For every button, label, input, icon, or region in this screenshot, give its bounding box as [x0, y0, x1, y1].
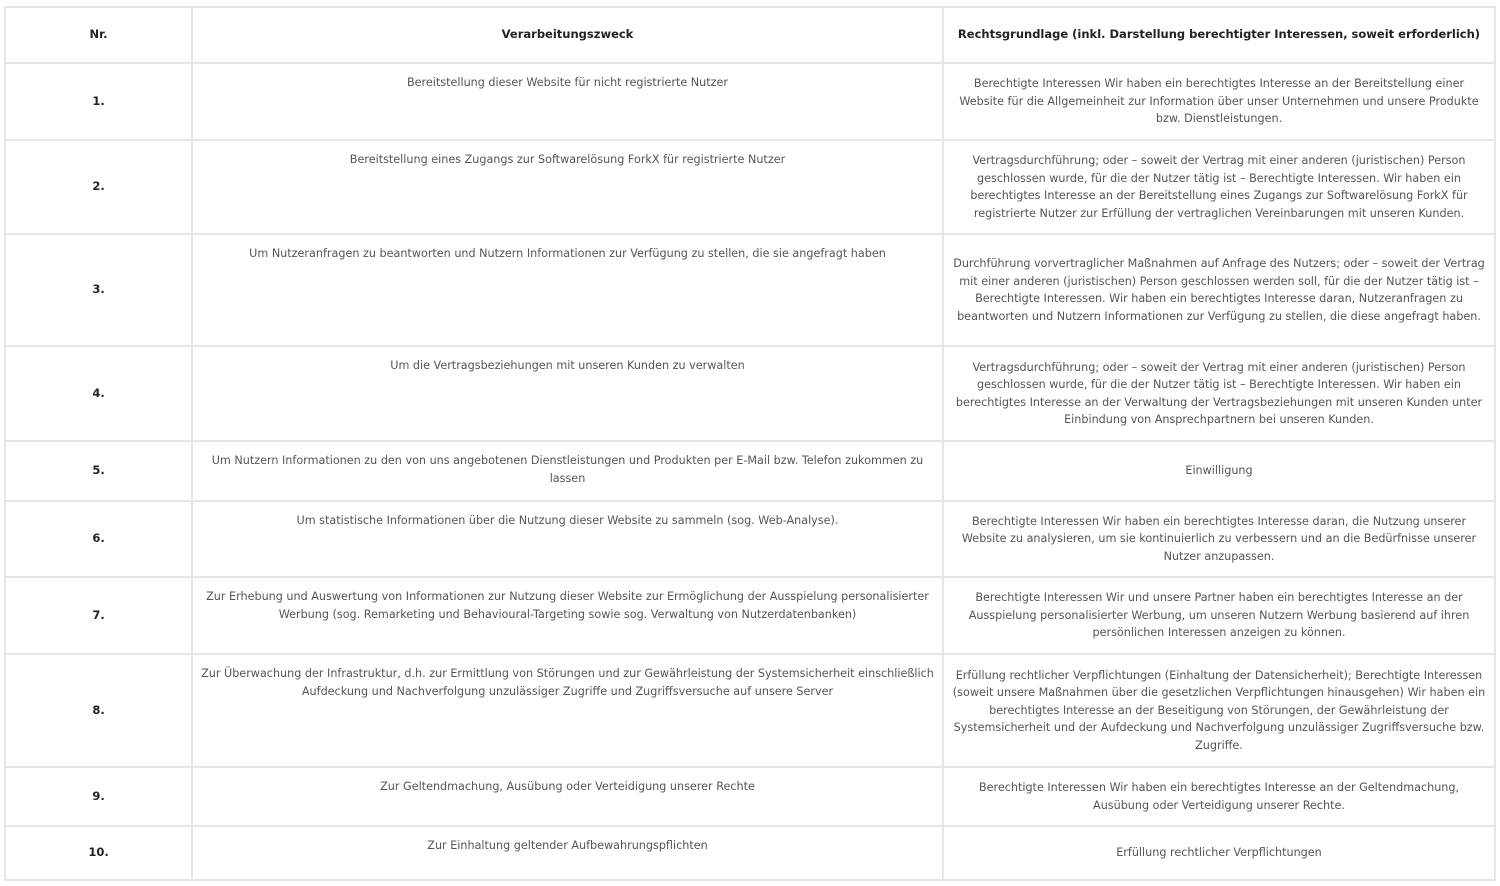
row-zweck: Um Nutzeranfragen zu beantworten und Nutzern Informationen zur Verfügung zu stellen, die sie angefragt haben: [192, 234, 943, 346]
row-nr: 7.: [5, 577, 192, 654]
row-zweck: Zur Einhaltung geltender Aufbewahrungspflichten: [192, 826, 943, 880]
row-nr: 6.: [5, 501, 192, 577]
row-rechtsgrundlage: Berechtigte Interessen Wir haben ein berechtigtes Interesse daran, die Nutzung unserer Website zu analysieren, um sie kontinuierlich zu verbessern und an die Bedürfnisse unserer Nutzer anzupassen.: [943, 501, 1495, 577]
row-rechtsgrundlage: Vertragsdurchführung; oder – soweit der Vertrag mit einer anderen (juristischen) Person geschlossen wurde, für die der Nutzer tätig ist – Berechtigte Interessen. Wir haben ein berechtigtes Interesse an der Bereitstellung eines Zugangs zur Softwarelösung ForkX für registrierte Nutzer zur Erfüllung der vertraglichen Vereinbarungen mit unseren Kunden.: [943, 140, 1495, 234]
table-row: [5, 501, 1495, 577]
row-nr: 4.: [5, 346, 192, 441]
row-nr: 1.: [5, 63, 192, 140]
row-rechtsgrundlage: Berechtigte Interessen Wir und unsere Partner haben ein berechtigtes Interesse an der Ausspielung personalisierter Werbung, um unseren Nutzern Werbung basierend auf ihren persönlichen Interessen anzeigen zu können.: [943, 577, 1495, 654]
header-rechtsgrundlage: Rechtsgrundlage (inkl. Darstellung berechtigter Interessen, soweit erforderlich): [943, 7, 1495, 63]
table-row: [5, 441, 1495, 501]
table-header-row: [5, 7, 1495, 63]
row-rechtsgrundlage: Durchführung vorvertraglicher Maßnahmen auf Anfrage des Nutzers; oder – soweit der Vertrag mit einer anderen (juristischen) Person geschlossen werden soll, für die der Nutzer tätig ist – Berechtigte Interessen. Wir haben ein berechtigtes Interesse daran, Nutzeranfragen zu beantworten und Nutzern Informationen zur Verfügung zu stellen, die diese angefragt haben.: [943, 234, 1495, 346]
row-rechtsgrundlage: Erfüllung rechtlicher Verpflichtungen (Einhaltung der Datensicherheit); Berechtigte Interessen (soweit unsere Maßnahmen über die gesetzlichen Verpflichtungen hinausgehen) Wir haben ein berechtigtes Interesse an der Beseitigung von Störungen, der Gewährleistung der Systemsicherheit und der Aufdeckung und Nachverfolgung unzulässiger Zugriffsversuche bzw. Zugriffe.: [943, 654, 1495, 767]
table-row: [5, 346, 1495, 441]
header-nr: Nr.: [5, 7, 192, 63]
row-nr: 3.: [5, 234, 192, 346]
row-nr: 9.: [5, 767, 192, 826]
row-zweck: Bereitstellung eines Zugangs zur Softwarelösung ForkX für registrierte Nutzer: [192, 140, 943, 234]
row-zweck: Bereitstellung dieser Website für nicht registrierte Nutzer: [192, 63, 943, 140]
header-verarbeitungszweck: Verarbeitungszweck: [192, 7, 943, 63]
table-row: [5, 140, 1495, 234]
table-row: [5, 234, 1495, 346]
row-zweck: Um die Vertragsbeziehungen mit unseren Kunden zu verwalten: [192, 346, 943, 441]
table-row: [5, 654, 1495, 767]
row-nr: 2.: [5, 140, 192, 234]
row-zweck: Um Nutzern Informationen zu den von uns angebotenen Dienstleistungen und Produkten per E-Mail bzw. Telefon zukommen zu lassen: [192, 441, 943, 501]
row-rechtsgrundlage: Erfüllung rechtlicher Verpflichtungen: [943, 826, 1495, 880]
table-row: [5, 826, 1495, 880]
row-rechtsgrundlage: Vertragsdurchführung; oder – soweit der Vertrag mit einer anderen (juristischen) Person geschlossen wurde, für die der Nutzer tätig ist – Berechtigte Interessen. Wir haben ein berechtigtes Interesse an der Verwaltung der Vertragsbeziehungen mit unseren Kunden unter Einbindung von Ansprechpartnern bei unseren Kunden.: [943, 346, 1495, 441]
row-nr: 8.: [5, 654, 192, 767]
table-row: [5, 767, 1495, 826]
processing-purposes-table: [4, 6, 1496, 881]
row-zweck: Um statistische Informationen über die Nutzung dieser Website zu sammeln (sog. Web-Analyse).: [192, 501, 943, 577]
table-row: [5, 63, 1495, 140]
table-row: [5, 577, 1495, 654]
row-nr: 5.: [5, 441, 192, 501]
row-zweck: Zur Geltendmachung, Ausübung oder Verteidigung unserer Rechte: [192, 767, 943, 826]
row-rechtsgrundlage: Berechtigte Interessen Wir haben ein berechtigtes Interesse an der Geltendmachung, Ausübung oder Verteidigung unserer Rechte.: [943, 767, 1495, 826]
row-rechtsgrundlage: Berechtigte Interessen Wir haben ein berechtigtes Interesse an der Bereitstellung einer Website für die Allgemeinheit zur Information über unser Unternehmen und unsere Produkte bzw. Dienstleistungen.: [943, 63, 1495, 140]
row-nr: 10.: [5, 826, 192, 880]
row-zweck: Zur Erhebung und Auswertung von Informationen zur Nutzung dieser Website zur Ermöglichung der Ausspielung personalisierter Werbung (sog. Remarketing und Behavioural-Targeting sowie sog. Verwaltung von Nutzerdatenbanken): [192, 577, 943, 654]
row-zweck: Zur Überwachung der Infrastruktur, d.h. zur Ermittlung von Störungen und zur Gewährleistung der Systemsicherheit einschließlich Aufdeckung und Nachverfolgung unzulässiger Zugriffe und Zugriffsversuche auf unsere Server: [192, 654, 943, 767]
row-rechtsgrundlage: Einwilligung: [943, 441, 1495, 501]
